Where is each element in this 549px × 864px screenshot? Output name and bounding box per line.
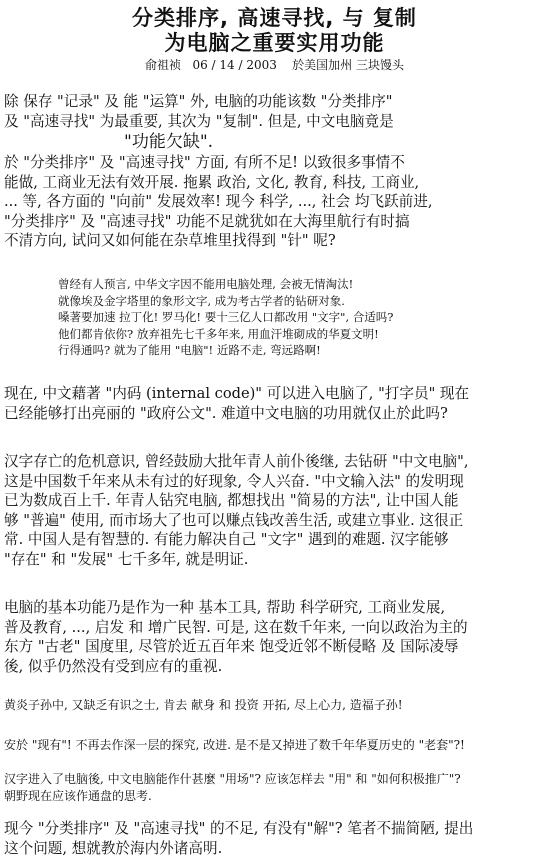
paragraph-line: 普及教育, ..., 启发 和 增广民智. 可是, 这在数千年来, 一向以政治为主的 [4,618,468,636]
indented-verse [58,276,393,359]
paragraph-line: 能做, 工商业无法有效开展. 拖累 政治, 文化, 教育, 科技, 工商业, [4,173,420,191]
paragraph-line: 常. 中国人是有智慧的. 有能力解决自己 "文字" 遇到的难题. 汉字能够 [4,531,449,548]
paragraph-line: 於 "分类排序" 及 "高速寻找" 方面, 有所不足! 以致很多事情不 [4,154,405,171]
paragraph-line: 後, 似乎仍然没有受到应有的重视. [4,657,223,675]
verse-line: 行得通吗? 就为了能用 "电脑"! 近路不走, 弯远路啊! [58,343,321,358]
paragraph-line: 现今 "分类排序" 及 "高速寻找" 的不足, 有没有"解"? 笔者不揣简陋, 提出 [4,820,474,837]
date: 06 / 14 / 2003 [192,58,277,72]
paragraph-line: 及 "高速寻找" 为最重要, 其次为 "复制". 但是, 中文电脑竟是 [4,112,394,130]
paragraph-line: "存在" 和 "发展" 七千多年, 就是明证. [4,550,249,568]
emphasis-line: "功能欠缺". [124,132,214,152]
paragraph-line: 电脑的基本功能乃是作为一种 基本工具, 帮助 科学研究, 工商业发展, [4,599,446,616]
note-line: 黄炎子孙中, 又缺乏有识之士, 肯去 献身 和 投资 开拓, 尽上心力, 造福子孙! [4,698,403,712]
paragraph-3 [4,452,545,569]
paragraph-line: ... 等, 各方面的 "向前" 发展效率! 现今 科学, ..., 社会 均飞跃前进, [4,193,433,210]
paragraph-line: 够 "普遍" 使用, 而市场大了也可以赚点钱改善生活, 或建立事业. 这很正 [4,511,464,529]
paragraph-5 [4,819,545,858]
paragraph-line: 东方 "古老" 国度里, 尽管於近五百年来 饱受近邻不断侵略 及 国际凌辱 [4,638,459,655]
location: 於美国加州 三块馒头 [292,58,404,72]
verse-line: 曾经有人预言, 中华文字因不能用电脑处理, 会被无情淘汰! [58,277,354,291]
paragraph-line: 不清方向, 试问又如何能在杂草堆里找得到 "针" 呢? [4,232,336,249]
paragraph-4 [4,598,545,676]
paragraph-line: 这是中国数千年来从未有过的好现象, 令人兴奋. "中文输入法" 的发明现 [4,472,464,490]
title-line-1: 分类排序, 高速寻找, 与 复制 [132,6,417,30]
note-line: 安於 "现有"! 不再去作深一层的探究, 改进. 是不是又掉进了数千年华夏历史的 "老套"?! [4,738,465,752]
note-2 [4,737,465,754]
paragraph-2 [4,384,545,423]
title-line-2: 为电脑之重要实用功能 [164,31,385,55]
title-block [0,6,549,73]
paragraph-line: 已经能够打出亮丽的 "政府公文". 难道中文电脑的功用就仅止於此吗? [4,404,448,422]
note-line: 朝野现在应该作通盘的思考. [4,789,152,803]
verse-line: 嗓著要加速 拉丁化! 罗马化! 要十三亿人口都改用 "文字", 合适吗? [58,310,394,325]
paragraph-line: 现在, 中文藉著 "内码 (internal code)" 可以进入电脑了, "打字员" 现在 [4,385,470,402]
paragraph-line: "分类排序" 及 "高速寻找" 功能不足就犹如在大海里航行有时搞 [4,212,410,230]
paragraph-line: 汉字存亡的危机意识, 曾经鼓励大批年青人前仆後继, 去钻研 "中文电脑", [4,453,469,470]
paragraph-line: 这个问题, 想就教於海内外诸高明. [4,839,223,857]
verse-line: 就像埃及金字塔里的象形文字, 成为考古学者的钻研对象. [58,293,345,308]
note-line: 汉字进入了电脑後, 中文电脑能作什甚麼 "用场"? 应该怎样去 "用" 和 "如何积极推广"? [4,772,461,786]
byline [0,57,549,73]
verse-line: 他们都肯依你? 放弃祖先七千多年来, 用血汗堆砌成的华夏文明! [58,326,379,341]
note-1 [4,697,403,714]
paragraph-1 [4,92,545,251]
paragraph-line: 已为数成百上千. 年青人钻究电脑, 都想找出 "简易的方法", 让中国人能 [4,492,459,509]
author-name: 俞祖祯 [145,58,182,72]
note-3 [4,771,461,805]
paragraph-line: 除 保存 "记录" 及 能 "运算" 外, 电脑的功能该数 "分类排序" [4,93,393,110]
